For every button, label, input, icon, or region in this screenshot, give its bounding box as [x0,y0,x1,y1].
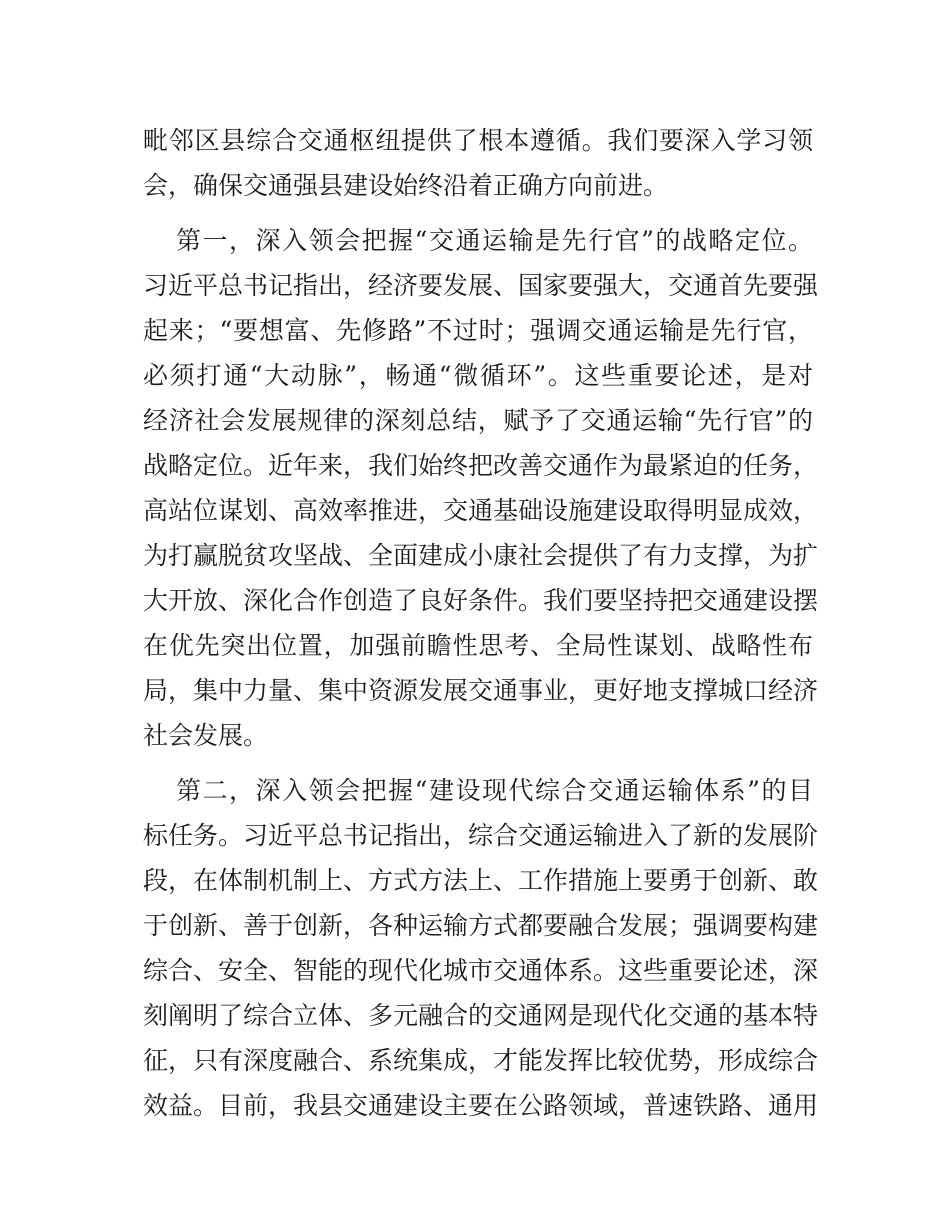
text-line: 标任务。习近平总书记指出，综合交通运输进入了新的发展阶 [143,821,819,850]
text-line: 习近平总书记指出，经济要发展、国家要强大，交通首先要强 [143,271,819,300]
document-body [143,118,819,1128]
paragraph-gap [143,758,813,768]
text-line: 征，只有深度融合、系统集成，才能发挥比较优势，形成综合 [143,1046,819,1075]
text-line: 战略定位。近年来，我们始终把改善交通作为最紧迫的任务， [143,451,819,480]
text-line: 毗邻区县综合交通枢纽提供了根本遵循。我们要深入学习领 [143,126,813,155]
text-line: 经济社会发展规律的深刻总结，赋予了交通运输“先行官”的 [143,406,813,435]
text-line: 社会发展。 [143,721,269,750]
text-line: 局，集中力量、集中资源发展交通事业，更好地支撑城口经济 [143,676,819,705]
text-line: 效益。目前，我县交通建设主要在公路领域，普速铁路、通用 [143,1091,819,1120]
paragraph [143,118,813,208]
text-line: 在优先突出位置，加强前瞻性思考、全局性谋划、战略性布 [143,631,813,660]
text-line: 第一，深入领会把握“交通运输是先行官”的战略定位。 [176,226,813,255]
text-line: 大开放、深化合作创造了良好条件。我们要坚持把交通建设摆 [143,586,819,615]
text-line: 于创新、善于创新，各种运输方式都要融合发展；强调要构建 [143,911,819,940]
text-line: 综合、安全、智能的现代化城市交通体系。这些重要论述，深 [143,956,819,985]
text-line: 刻阐明了综合立体、多元融合的交通网是现代化交通的基本特 [143,1001,819,1030]
text-line: 高站位谋划、高效率推进，交通基础设施建设取得明显成效， [143,496,819,525]
text-line: 会，确保交通强县建设始终沿着正确方向前进。 [143,171,669,200]
paragraph-gap [143,208,813,218]
text-line: 段，在体制机制上、方式方法上、工作措施上要勇于创新、敢 [143,866,819,895]
text-line: 第二，深入领会把握“建设现代综合交通运输体系”的目 [176,776,813,805]
text-line: 起来；“要想富、先修路”不过时；强调交通运输是先行官， [143,316,813,345]
text-line: 为打赢脱贫攻坚战、全面建成小康社会提供了有力支撑，为扩 [143,541,819,570]
paragraph [143,768,819,1128]
paragraph [143,218,819,758]
text-line: 必须打通“大动脉”，畅通“微循环”。这些重要论述，是对 [143,361,813,390]
